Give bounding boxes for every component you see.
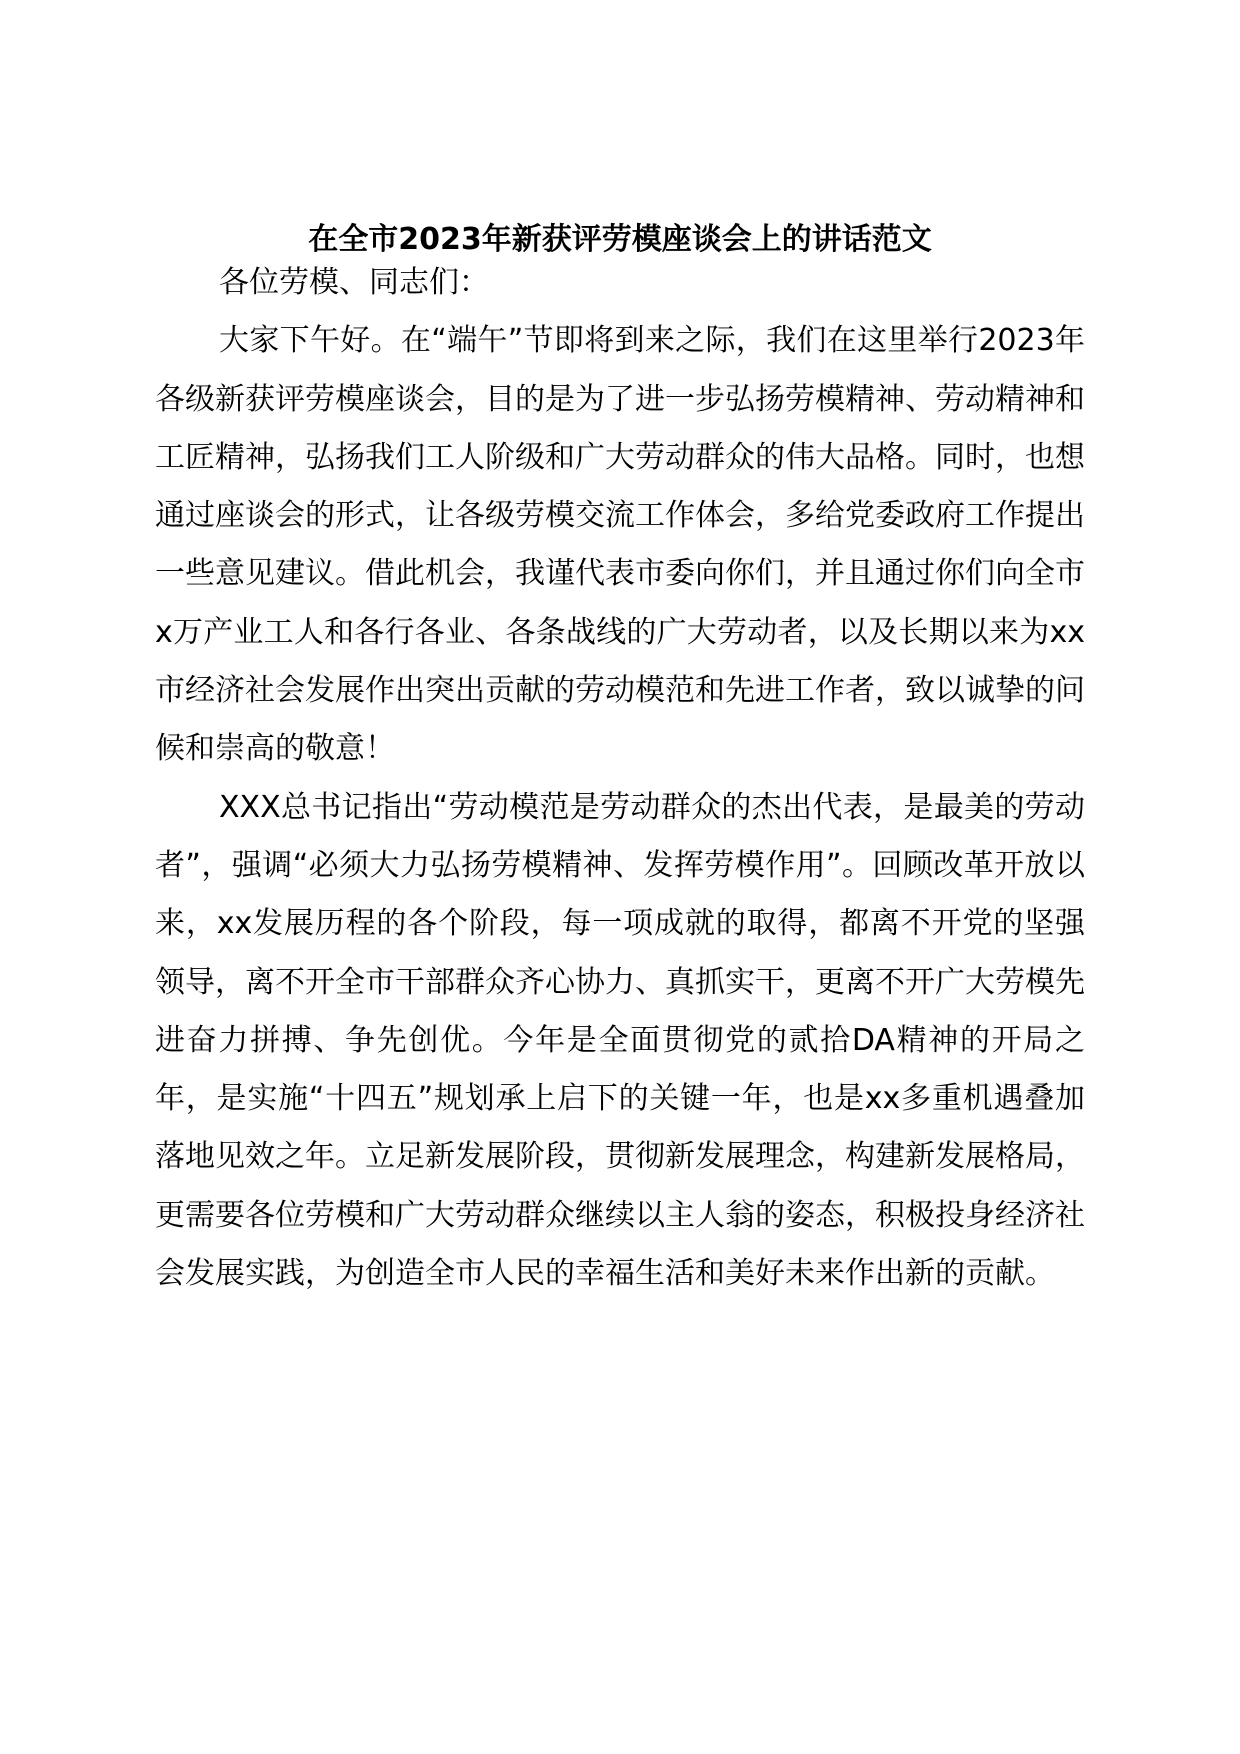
paragraph: XXX总书记指出“劳动模范是劳动群众的杰出代表，是最美的劳动者”，强调“必须大力弘扬劳模精神、发挥劳模作用”。回顾改革开放以来，xx发展历程的各个阶段，每一项成就的取得，都离不开党的坚强领导，离不开全市干部群众齐心协力、真抓实干，更离不开广大劳模先进奋力拼搏、争先创优。今年是全面贯彻党的贰拾DA精神的开局之年，是实施“十四五”规划承上启下的关键一年，也是xx多重机遇叠加落地见效之年。立足新发展阶段，贯彻新发展理念，构建新发展格局，更需要各位劳模和广大劳动群众继续以主人翁的姿态，积极投身经济社会发展实践，为创造全市人民的幸福生活和美好未来作出新的贡献。 <box>155 789 1085 1292</box>
salutation: 各位劳模、同志们： <box>219 265 489 300</box>
document-title: 在全市2023年新获评劳模座谈会上的讲话范文 <box>308 222 932 257</box>
paragraph: 大家下午好。在“端午”节即将到来之际，我们在这里举行2023年各级新获评劳模座谈会，目的是为了进一步弘扬劳模精神、劳动精神和工匠精神，弘扬我们工人阶级和广大劳动群众的伟大品格。同时，也想通过座谈会的形式，让各级劳模交流工作体会，多给党委政府工作提出一些意见建议。借此机会，我谨代表市委向你们，并且通过你们向全市x万产业工人和各行各业、各条战线的广大劳动者，以及长期以来为xx市经济社会发展作出突出贡献的劳动模范和先进工作者，致以诚挚的问候和崇高的敬意！ <box>155 323 1085 767</box>
document-body <box>155 254 1085 1303</box>
